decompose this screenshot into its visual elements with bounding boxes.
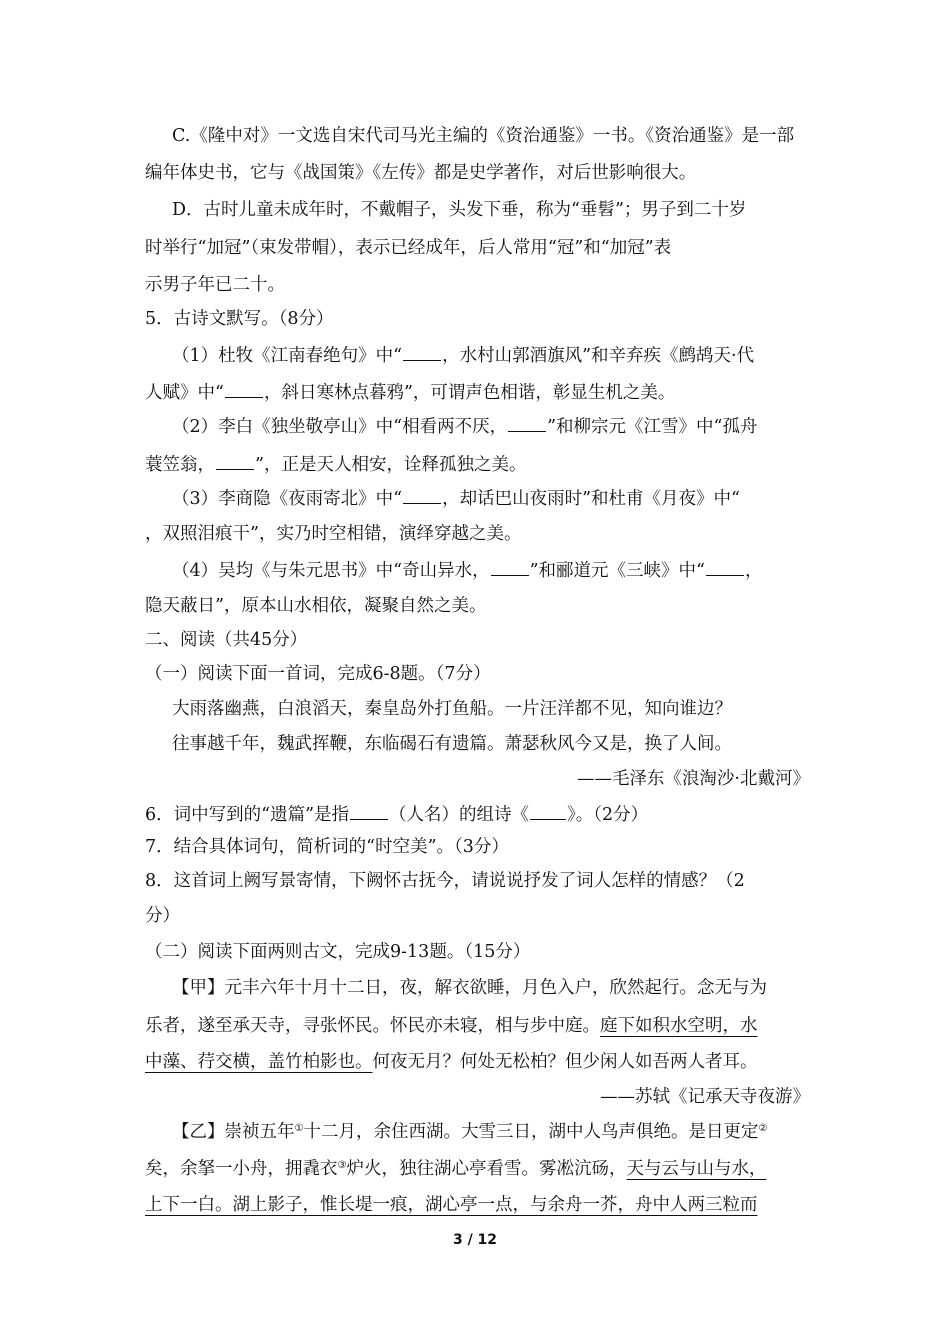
page-number: 3 / 12 [452,1232,498,1248]
text: 【乙】崇祯五年 [172,1122,295,1142]
text: （1）杜牧《江南春绝句》中“ [172,346,403,366]
footnote-marker: ② [758,1123,768,1134]
q5-part2-line1 [172,413,862,439]
text: ”，正是天人相安，诠释孤独之美。 [255,455,527,475]
passage-jia-line3 [145,1050,835,1074]
poem-line2: 往事越千年，魏武挥鞭，东临碣石有遗篇。萧瑟秋风今又是，换了人间。 [172,734,732,754]
passage-jia-source: ——苏轼《记承天寺夜游》 [600,1087,810,1107]
fill-blank [508,413,546,432]
fill-blank [216,451,254,470]
question-7: 7．结合具体词句，简析词的“时空美”。（3分） [145,837,509,857]
q5-part3-line2: ，双照泪痕干”，实乃时空相错，演绎穿越之美。 [145,524,522,544]
option-d-line3: 示男子年已二十。 [145,275,285,295]
text: 矣，余拏一小舟，拥毳衣 [145,1159,338,1179]
underlined-text: 中藻、荇交横，盖竹柏影也。 [145,1052,373,1072]
fill-blank [530,801,566,820]
text: （人名）的组诗《 [389,805,530,825]
text: 人赋》中“ [145,383,224,403]
underlined-text: 天与云与山与水， [626,1159,767,1179]
fill-blank [403,485,441,504]
text: 》。（2分） [567,805,649,825]
text: ，却话巴山夜雨时”和杜甫《月夜》中“ [442,489,740,509]
text: 6．词中写到的“遗篇”是指 [145,805,350,825]
question-8-line2: 分） [145,906,180,926]
fill-blank [706,557,744,576]
question-5-title: 5．古诗文默写。（8分） [145,309,334,329]
passage-yi-line3 [145,1193,835,1217]
option-d-line2: 时举行“加冠”（束发带帽），表示已经成年，后人常用“冠”和“加冠”表 [145,238,672,258]
passage-jia-line2 [145,1014,835,1038]
q5-part3-line1 [172,485,862,511]
text: （2）李白《独坐敬亭山》中“相看两不厌， [172,417,508,437]
section-2-heading: 二、阅读（共45分） [145,630,308,650]
text: 炉火，独往湖心亭看雪。雾凇沆砀， [346,1159,627,1179]
q5-part1-line2 [145,379,835,405]
footnote-marker: ① [294,1123,304,1134]
q5-part2-line2 [145,451,835,477]
text: ， [745,561,763,581]
text: 乐者，遂至承天寺，寻张怀民。怀民亦未寝，相与步中庭。 [145,1016,600,1036]
text: ”和郦道元《三峡》中“ [529,561,705,581]
text: ，斜日寒林点暮鸦”，可谓声色相谐，彰显生机之美。 [263,383,676,403]
underlined-text: 庭下如积水空明，水 [600,1016,758,1036]
text: 十二月，余住西湖。大雪三日，湖中人鸟声俱绝。是日更定 [303,1122,759,1142]
fill-blank [350,801,388,820]
q5-part4-line1 [172,557,862,583]
text: （4）吴均《与朱元思书》中“奇山异水， [172,561,490,581]
fill-blank [403,342,441,361]
question-8-line1: 8．这首词上阙写景寄情，下阙怀古抚今，请说说抒发了词人怎样的情感？（2 [145,871,745,891]
poem-source: ——毛泽东《浪淘沙·北戴河》 [576,769,810,789]
underlined-text: 上下一白。湖上影子，惟长堤一痕，湖心亭一点，与余舟一芥，舟中人两三粒而 [145,1195,758,1215]
text: 何夜无月？何处无松柏？但少闲人如吾两人者耳。 [372,1052,758,1072]
option-c-line1: C.《隆中对》一文选自宋代司马光主编的《资治通鉴》一书。《资治通鉴》是一部 [172,126,795,146]
fill-blank [225,379,263,398]
text: （3）李商隐《夜雨寄北》中“ [172,489,403,509]
fill-blank [491,557,529,576]
q5-part1-line1 [172,342,862,368]
passage-yi-line2 [145,1157,835,1181]
q5-part4-line2: 隐天蔽日”，原本山水相依，凝聚自然之美。 [145,596,487,616]
passage-yi-line1 [172,1120,862,1144]
subsection-2-heading: （二）阅读下面两则古文，完成9-13题。（15分） [145,942,531,962]
footnote-marker: ③ [337,1160,347,1171]
option-d-line1: D．古时儿童未成年时，不戴帽子，头发下垂，称为“垂髫”；男子到二十岁 [172,200,747,220]
subsection-1-heading: （一）阅读下面一首词，完成6-8题。（7分） [145,664,491,684]
option-c-line2: 编年体史书，它与《战国策》《左传》都是史学著作，对后世影响很大。 [145,163,697,183]
text: 蓑笠翁， [145,455,215,475]
passage-jia-line1: 【甲】元丰六年十月十二日，夜，解衣欲睡，月色入户，欣然起行。念无与为 [172,978,767,998]
text: ”和柳宗元《江雪》中“孤舟 [547,417,758,437]
poem-line1: 大雨落幽燕，白浪滔天，秦皇岛外打鱼船。一片汪洋都不见，知向谁边？ [172,699,732,719]
question-6 [145,801,835,827]
text: ，水村山郭酒旗风”和辛弃疾《鹧鸪天·代 [442,346,755,366]
